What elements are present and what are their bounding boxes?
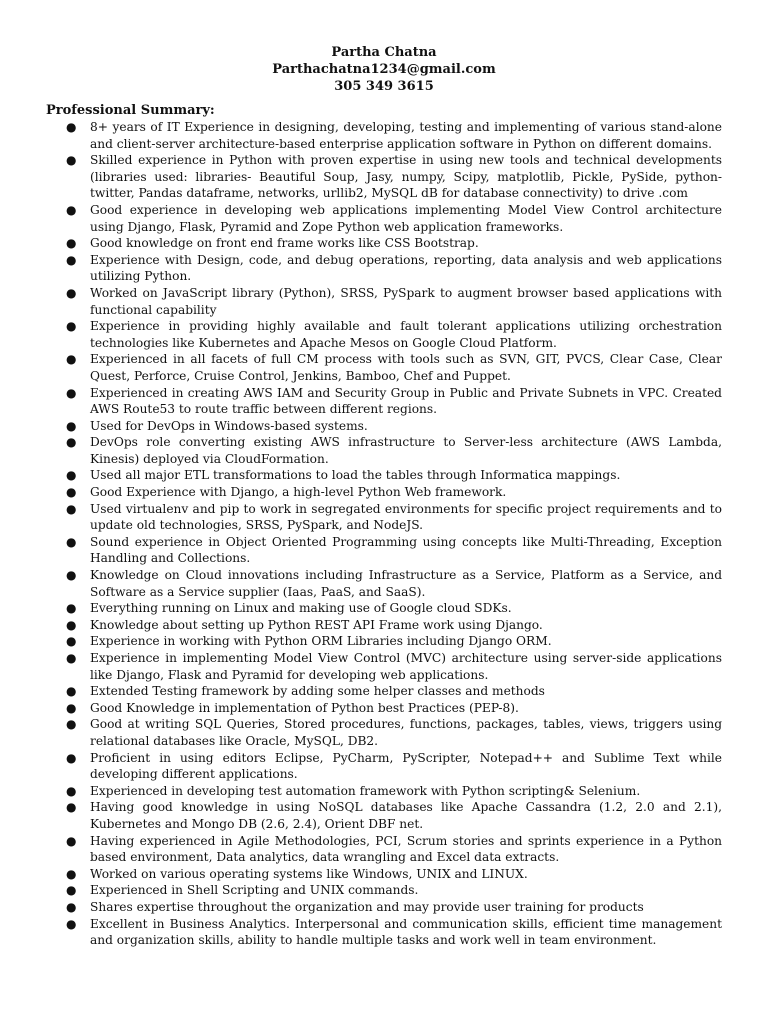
bullet-icon: ● xyxy=(66,202,77,217)
bullet-icon: ● xyxy=(66,700,77,715)
summary-item-text: Sound experience in Object Oriented Programming using concepts like Multi-Threading, Exception Handling and Collections. xyxy=(90,534,722,566)
bullet-icon: ● xyxy=(66,684,77,699)
summary-item-text: Excellent in Business Analytics. Interpersonal and communication skills, efficient time management and organization skills, ability to handle multiple tasks and work well in team environment. xyxy=(90,916,722,948)
summary-list-item xyxy=(46,501,722,534)
bullet-icon: ● xyxy=(66,883,77,898)
bullet-icon: ● xyxy=(66,899,77,914)
bullet-icon: ● xyxy=(66,352,77,367)
bullet-icon: ● xyxy=(66,534,77,549)
summary-list-item xyxy=(46,484,722,501)
summary-list-item xyxy=(46,318,722,351)
summary-list-item xyxy=(46,650,722,683)
summary-item-text: Experience in providing highly available and fault tolerant applications utilizing orchestration technologies like Kubernetes and Apache Mesos on Google Cloud Platform. xyxy=(90,319,722,350)
summary-list-item xyxy=(46,600,722,617)
summary-list-item xyxy=(46,418,722,435)
bullet-icon: ● xyxy=(66,385,77,400)
bullet-icon: ● xyxy=(66,568,77,583)
summary-item-text: Extended Testing framework by adding some helper classes and methods xyxy=(90,684,545,699)
bullet-icon: ● xyxy=(66,319,77,334)
summary-item-text: Good experience in developing web applications implementing Model View Control architecture using Django, Flask, Pyramid and Zope Python web application frameworks. xyxy=(90,202,722,234)
bullet-icon: ● xyxy=(66,750,77,765)
candidate-phone: 305 349 3615 xyxy=(334,79,434,94)
summary-item-text: Worked on JavaScript library (Python), SRSS, PySpark to augment browser based applications with functional capability xyxy=(90,285,722,317)
summary-list-item xyxy=(46,899,722,916)
summary-list-item xyxy=(46,434,722,467)
summary-item-text: Shares expertise throughout the organization and may provide user training for products xyxy=(90,899,644,914)
bullet-icon: ● xyxy=(66,651,77,665)
summary-item-text: Good knowledge on front end frame works like CSS Bootstrap. xyxy=(90,236,479,251)
summary-list-item xyxy=(46,467,722,484)
summary-list-item xyxy=(46,783,722,800)
bullet-icon: ● xyxy=(66,252,77,267)
summary-item-text: Knowledge about setting up Python REST API Frame work using Django. xyxy=(90,617,543,632)
bullet-icon: ● xyxy=(66,783,77,798)
bullet-icon: ● xyxy=(66,153,77,168)
summary-item-text: Good Experience with Django, a high-level Python Web framework. xyxy=(90,485,507,500)
summary-item-text: Knowledge on Cloud innovations including Infrastructure as a Service, Platform as a Service, and Software as a Service supplier (Iaas, PaaS, and SaaS). xyxy=(90,568,722,599)
bullet-icon: ● xyxy=(66,418,77,433)
bullet-icon: ● xyxy=(66,800,77,815)
summary-item-text: Good at writing SQL Queries, Stored procedures, functions, packages, tables, views, triggers using relational databases like Oracle, MySQL, DB2. xyxy=(90,717,722,748)
bullet-icon: ● xyxy=(66,120,77,134)
summary-item-text: Used virtualenv and pip to work in segregated environments for specific project requirements and to update old technologies, SRSS, PySpark, and NodeJS. xyxy=(90,501,722,533)
summary-list xyxy=(46,119,722,949)
summary-list-item xyxy=(46,617,722,634)
summary-item-text: Experience with Design, code, and debug operations, reporting, data analysis and web applications utilizing Python. xyxy=(90,252,722,284)
bullet-icon: ● xyxy=(66,833,77,848)
bullet-icon: ● xyxy=(66,601,77,616)
bullet-icon: ● xyxy=(66,634,77,649)
bullet-icon: ● xyxy=(66,717,77,732)
summary-item-text: Experienced in creating AWS IAM and Security Group in Public and Private Subnets in VPC. Created AWS Route53 to route traffic between different regions. xyxy=(90,385,722,417)
summary-list-item xyxy=(46,866,722,883)
bullet-icon: ● xyxy=(66,501,77,516)
summary-list-item xyxy=(46,633,722,650)
resume-header xyxy=(46,44,722,95)
summary-item-text: 8+ years of IT Experience in designing, developing, testing and implementing of various stand-alone and client-server architecture-based enterprise application software in Python on different domains. xyxy=(90,120,722,151)
summary-list-item xyxy=(46,351,722,384)
summary-item-text: Used for DevOps in Windows-based systems. xyxy=(90,418,368,433)
summary-list-item xyxy=(46,716,722,749)
summary-item-text: Everything running on Linux and making use of Google cloud SDKs. xyxy=(90,601,512,616)
summary-item-text: Used all major ETL transformations to load the tables through Informatica mappings. xyxy=(90,468,621,483)
candidate-name: Partha Chatna xyxy=(331,45,437,60)
bullet-icon: ● xyxy=(66,617,77,632)
bullet-icon: ● xyxy=(66,435,77,450)
summary-item-text: Good Knowledge in implementation of Python best Practices (PEP-8). xyxy=(90,700,519,715)
bullet-icon: ● xyxy=(66,866,77,881)
bullet-icon: ● xyxy=(66,468,77,483)
summary-list-item xyxy=(46,152,722,202)
candidate-email: Parthachatna1234@gmail.com xyxy=(272,62,496,77)
summary-list-item xyxy=(46,799,722,832)
summary-list-item xyxy=(46,119,722,152)
bullet-icon: ● xyxy=(66,485,77,500)
summary-item-text: Skilled experience in Python with proven expertise in using new tools and technical developments (libraries used: libraries- Beautiful Soup, Jasy, numpy, Scipy, matplotlib, Pickle, PySide, python-twitter, Pandas dataframe, networks, urllib2, MySQL dB for database connectivity) to drive .com xyxy=(90,153,722,201)
bullet-icon: ● xyxy=(66,916,77,931)
summary-list-item xyxy=(46,700,722,717)
summary-list-item xyxy=(46,285,722,318)
summary-item-text: Experienced in Shell Scripting and UNIX commands. xyxy=(90,883,419,898)
summary-item-text: Experienced in all facets of full CM process with tools such as SVN, GIT, PVCS, Clear Case, Clear Quest, Perforce, Cruise Control, Jenkins, Bamboo, Chef and Puppet. xyxy=(90,352,722,383)
summary-list-item xyxy=(46,252,722,285)
summary-list-item xyxy=(46,567,722,600)
bullet-icon: ● xyxy=(66,236,77,251)
summary-list-item xyxy=(46,833,722,866)
summary-list-item xyxy=(46,683,722,700)
summary-item-text: Worked on various operating systems like Windows, UNIX and LINUX. xyxy=(90,866,528,881)
summary-list-item xyxy=(46,235,722,252)
summary-item-text: Experience in working with Python ORM Libraries including Django ORM. xyxy=(90,634,552,649)
summary-list-item xyxy=(46,916,722,949)
summary-item-text: DevOps role converting existing AWS infrastructure to Server-less architecture (AWS Lambda, Kinesis) deployed via CloudFormation. xyxy=(90,435,722,466)
summary-item-text: Experienced in developing test automation framework with Python scripting& Selenium. xyxy=(90,783,641,798)
section-title: Professional Summary: xyxy=(46,103,215,118)
summary-list-item xyxy=(46,385,722,418)
summary-list-item xyxy=(46,534,722,567)
summary-list-item xyxy=(46,750,722,783)
summary-list-item xyxy=(46,882,722,899)
bullet-icon: ● xyxy=(66,285,77,300)
summary-item-text: Having good knowledge in using NoSQL databases like Apache Cassandra (1.2, 2.0 and 2.1), Kubernetes and Mongo DB (2.6, 2.4), Orient DBF net. xyxy=(90,800,722,831)
summary-item-text: Experience in implementing Model View Control (MVC) architecture using server-side applications like Django, Flask and Pyramid for developing web applications. xyxy=(90,651,722,682)
summary-item-text: Having experienced in Agile Methodologies, PCI, Scrum stories and sprints experience in a Python based environment, Data analytics, data wrangling and Excel data extracts. xyxy=(90,833,722,865)
summary-list-item xyxy=(46,202,722,235)
summary-item-text: Proficient in using editors Eclipse, PyCharm, PyScripter, Notepad++ and Sublime Text while developing different applications. xyxy=(90,750,722,782)
